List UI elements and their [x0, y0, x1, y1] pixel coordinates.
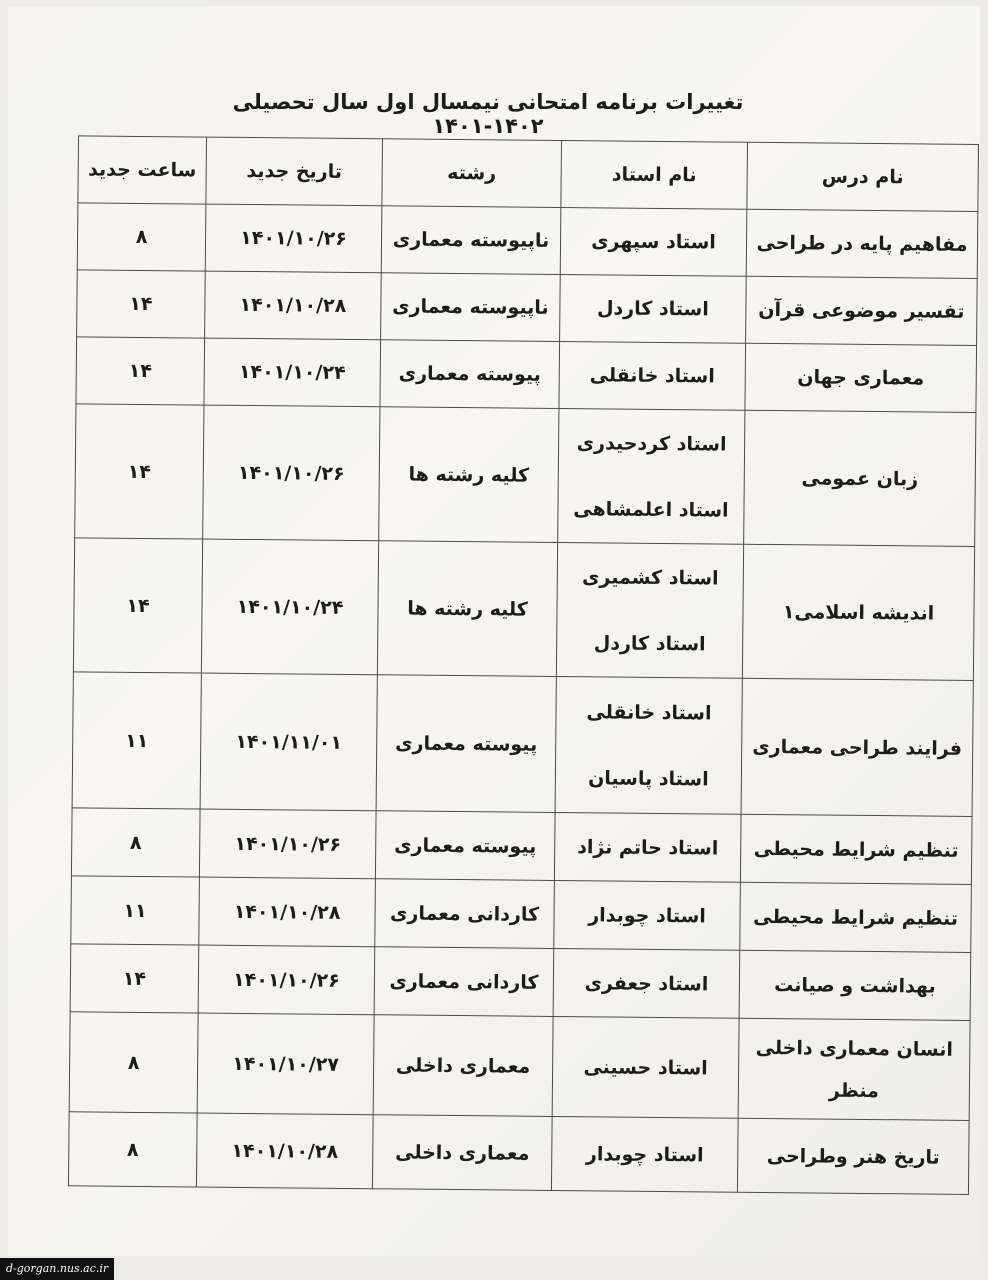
- teacher-name: استاد سپهری: [591, 230, 716, 254]
- cell-course: معماری جهان: [745, 343, 977, 412]
- table-row: [71, 808, 972, 885]
- cell-teacher: [552, 1016, 739, 1118]
- teacher-name: استاد کردحیدری: [576, 431, 727, 456]
- cell-field: معماری داخلی: [372, 1115, 552, 1191]
- cell-date: ۱۴۰۱/۱۰/۲۴: [201, 539, 378, 675]
- cell-date: ۱۴۰۱/۱۱/۰۱: [200, 673, 377, 811]
- cell-field: کاردانی معماری: [375, 879, 555, 949]
- cell-date: ۱۴۰۱/۱۰/۲۷: [197, 1013, 374, 1115]
- cell-course: زبان عمومی: [744, 410, 976, 546]
- cell-teacher: [556, 542, 743, 678]
- cell-teacher: [554, 812, 741, 882]
- cell-field: معماری داخلی: [373, 1015, 553, 1117]
- cell-date: ۱۴۰۱/۱۰/۲۶: [199, 809, 376, 879]
- cell-date: ۱۴۰۱/۱۰/۲۶: [203, 405, 380, 541]
- table-row: [75, 404, 976, 547]
- cell-field: کاردانی معماری: [374, 947, 554, 1017]
- header-date: تاریخ جدید: [206, 137, 383, 206]
- cell-hour: ۸: [68, 1112, 197, 1187]
- cell-course: تاریخ هنر وطراحی: [737, 1118, 969, 1194]
- cell-field: پیوسته معماری: [380, 340, 560, 409]
- table-row: [77, 270, 978, 346]
- cell-teacher: [560, 207, 747, 276]
- teacher-name: استاد کشمیری: [581, 565, 719, 590]
- cell-hour: ۱۴: [77, 270, 206, 338]
- cell-teacher: [558, 408, 745, 544]
- cell-date: ۱۴۰۱/۱۰/۲۶: [198, 945, 375, 1015]
- cell-teacher: [559, 341, 746, 410]
- cell-course: فرایند طراحی معماری: [741, 678, 973, 816]
- table-row: [68, 1112, 969, 1195]
- cell-date: ۱۴۰۱/۱۰/۲۸: [205, 271, 382, 340]
- header-hour: ساعت جدید: [78, 136, 207, 204]
- teacher-name: استاد چوبدار: [585, 1142, 704, 1166]
- document-page: [8, 6, 980, 1256]
- cell-hour: ۸: [69, 1012, 198, 1113]
- teacher-name: استاد کاردل: [596, 297, 709, 321]
- cell-course: انسان معماری داخلی منظر: [738, 1018, 970, 1120]
- cell-field: کلیه رشته ها: [377, 541, 557, 677]
- cell-course: اندیشه اسلامی۱: [742, 544, 974, 680]
- cell-teacher: [551, 1116, 738, 1192]
- table-row: [70, 944, 971, 1021]
- cell-teacher: [554, 880, 741, 950]
- table-row: [71, 876, 972, 953]
- teacher-name: استاد اعلمشاهی: [573, 497, 729, 522]
- teacher-name: استاد جعفری: [584, 971, 709, 995]
- table-row: [73, 538, 974, 681]
- teacher-name: استاد کاردل: [593, 631, 706, 655]
- cell-field: ناپیوسته معماری: [381, 273, 561, 342]
- table-row: [72, 672, 973, 817]
- cell-hour: ۱۴: [76, 337, 205, 405]
- cell-teacher: [553, 948, 740, 1018]
- cell-course: تنظیم شرایط محیطی: [740, 882, 972, 952]
- cell-hour: ۱۱: [71, 876, 200, 945]
- table-row: [76, 337, 977, 413]
- teacher-name: استاد حاتم نژاد: [577, 835, 719, 860]
- exam-schedule-table: [68, 135, 979, 1195]
- teacher-name: استاد حسینی: [583, 1055, 708, 1079]
- teacher-name: استاد پاسیان: [588, 766, 709, 790]
- cell-hour: ۸: [77, 203, 206, 271]
- header-field: رشته: [382, 139, 562, 208]
- header-course: نام درس: [747, 142, 979, 211]
- cell-course: تنظیم شرایط محیطی: [740, 814, 972, 884]
- cell-hour: ۱۱: [72, 672, 201, 809]
- cell-field: کلیه رشته ها: [379, 407, 559, 543]
- teacher-name: استاد خانقلی: [586, 700, 712, 724]
- table-body: [68, 203, 977, 1195]
- cell-field: ناپیوسته معماری: [381, 206, 561, 275]
- cell-course: تفسیر موضوعی قرآن: [746, 276, 978, 345]
- page-title: تغییرات برنامه امتحانی نیمسال اول سال تحصیلی ۱۴۰۲-۱۴۰۱: [232, 90, 744, 138]
- site-watermark: d-gorgan.nus.ac.ir: [0, 1258, 114, 1280]
- cell-hour: ۱۴: [70, 944, 199, 1013]
- table-row: [77, 203, 978, 279]
- cell-date: ۱۴۰۱/۱۰/۲۸: [199, 877, 376, 947]
- cell-course: مفاهیم پایه در طراحی: [746, 209, 978, 278]
- table-header-row: [78, 136, 979, 212]
- cell-date: ۱۴۰۱/۱۰/۲۸: [196, 1113, 373, 1189]
- cell-hour: ۱۴: [73, 538, 202, 673]
- teacher-name: استاد خانقلی: [589, 364, 715, 388]
- cell-hour: ۸: [71, 808, 200, 877]
- cell-teacher: [555, 676, 742, 814]
- table-row: [69, 1012, 970, 1121]
- cell-course: بهداشت و صیانت: [739, 950, 971, 1020]
- header-teacher: نام استاد: [561, 140, 748, 209]
- cell-teacher: [560, 274, 747, 343]
- cell-hour: ۱۴: [75, 404, 204, 539]
- cell-field: پیوسته معماری: [376, 675, 556, 813]
- cell-field: پیوسته معماری: [375, 811, 555, 881]
- cell-date: ۱۴۰۱/۱۰/۲۴: [204, 338, 381, 407]
- teacher-name: استاد چوبدار: [588, 903, 706, 927]
- cell-date: ۱۴۰۱/۱۰/۲۶: [205, 204, 382, 273]
